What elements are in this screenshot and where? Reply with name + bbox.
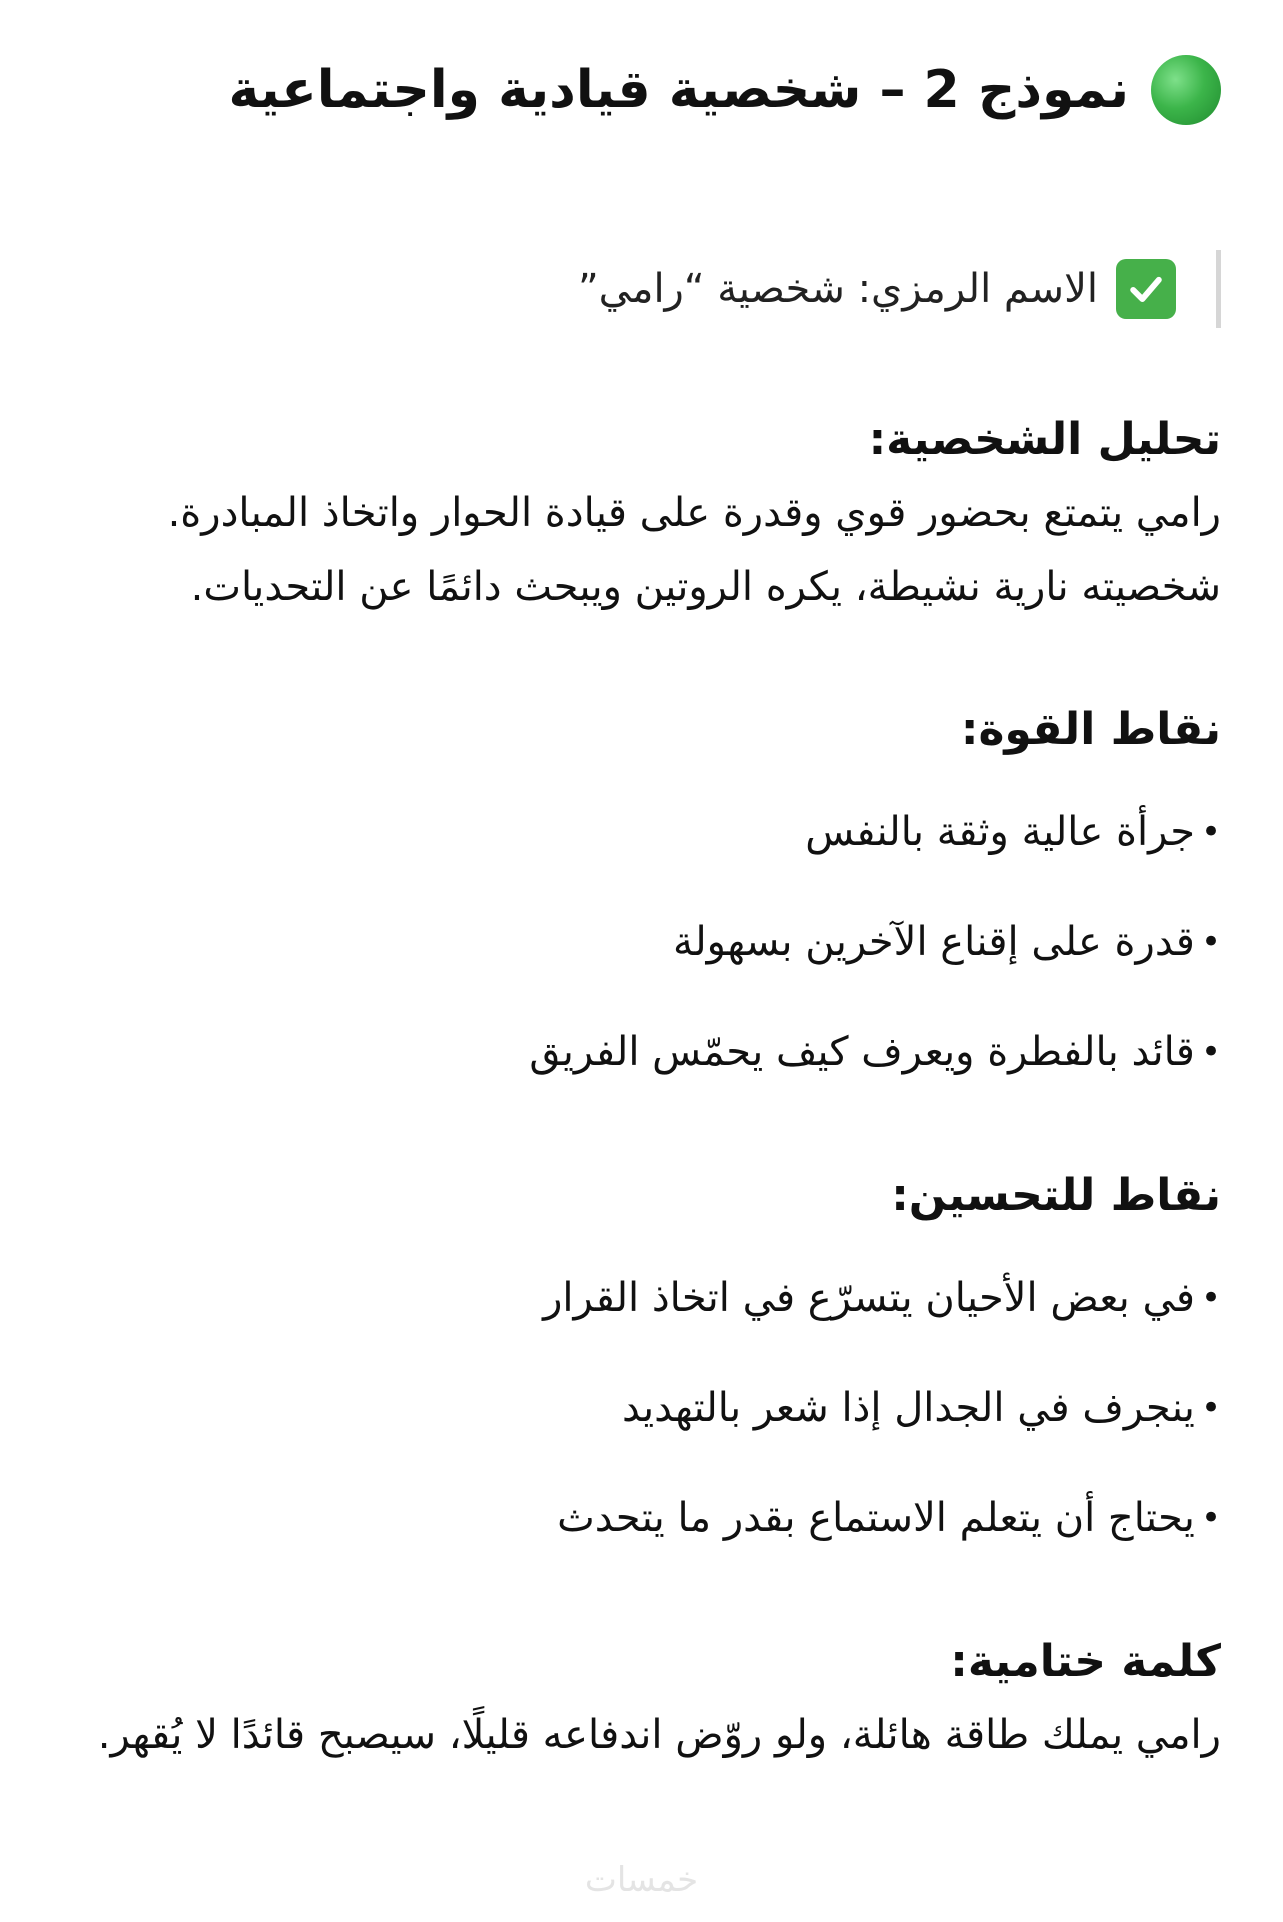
list-item: • قدرة على إقناع الآخرين بسهولة bbox=[62, 912, 1221, 972]
watermark: خمسات bbox=[584, 1860, 699, 1900]
list-item: • يحتاج أن يتعلم الاستماع بقدر ما يتحدث bbox=[62, 1488, 1221, 1548]
list-item: • في بعض الأحيان يتسرّع في اتخاذ القرار bbox=[62, 1268, 1221, 1328]
code-name-quote bbox=[62, 250, 1221, 328]
list-item: • ينجرف في الجدال إذا شعر بالتهديد bbox=[62, 1378, 1221, 1438]
bullet-icon: • bbox=[1200, 812, 1221, 852]
bullet-icon: • bbox=[1200, 1278, 1221, 1318]
improvements-list bbox=[62, 1268, 1221, 1548]
improvements-heading: نقاط للتحسين: bbox=[891, 1170, 1221, 1221]
bullet-icon: • bbox=[1200, 1032, 1221, 1072]
list-item: • جرأة عالية وثقة بالنفس bbox=[62, 802, 1221, 862]
analysis-heading: تحليل الشخصية: bbox=[868, 414, 1221, 465]
closing-text: رامي يملك طاقة هائلة، ولو روّض اندفاعه قليلًا، سيصبح قائدًا لا يُقهر. bbox=[97, 1712, 1221, 1758]
analysis-text: رامي يتمتع بحضور قوي وقدرة على قيادة الحوار واتخاذ المبادرة. شخصيته نارية نشيطة، يكره الروتين ويبحث دائمًا عن التحديات. bbox=[167, 490, 1221, 610]
strengths-list bbox=[62, 802, 1221, 1082]
green-circle-icon bbox=[1151, 55, 1221, 125]
check-mark-icon bbox=[1116, 259, 1176, 319]
page-title-text: نموذج 2 – شخصية قيادية واجتماعية bbox=[228, 60, 1129, 120]
list-item: • قائد بالفطرة ويعرف كيف يحمّس الفريق bbox=[62, 1022, 1221, 1082]
bullet-icon: • bbox=[1200, 1388, 1221, 1428]
closing-heading: كلمة ختامية: bbox=[950, 1636, 1221, 1687]
bullet-icon: • bbox=[1200, 1498, 1221, 1538]
code-name-text: الاسم الرمزي: شخصية “رامي” bbox=[577, 266, 1098, 312]
bullet-icon: • bbox=[1200, 922, 1221, 962]
strengths-heading: نقاط القوة: bbox=[960, 704, 1221, 755]
page-title bbox=[62, 40, 1221, 140]
